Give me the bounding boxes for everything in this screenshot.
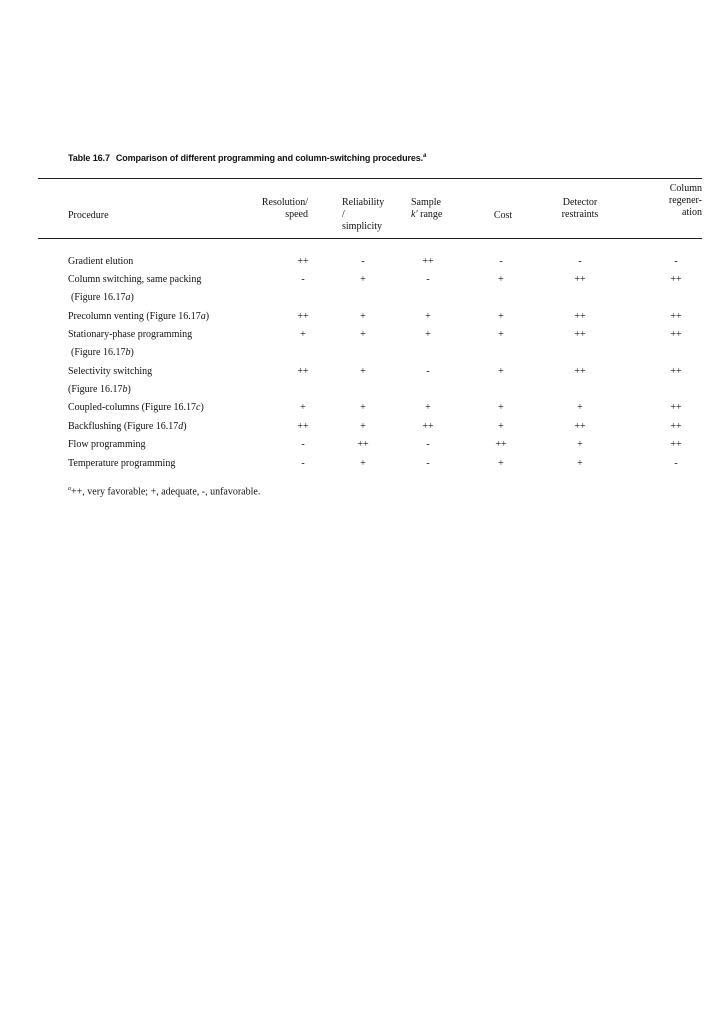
figure-letter: a bbox=[200, 311, 206, 322]
cost-cell: + bbox=[498, 421, 504, 432]
header-cost: Cost bbox=[493, 210, 513, 221]
resolution-cell: ++ bbox=[297, 311, 309, 322]
regeneration-cell: ++ bbox=[670, 274, 682, 285]
resolution-cell: + bbox=[300, 402, 306, 413]
cost-cell: + bbox=[498, 402, 504, 413]
figure-letter: b bbox=[125, 347, 131, 358]
procedure-label: Temperature programming bbox=[68, 458, 176, 469]
procedure-label: Flow programming bbox=[68, 439, 146, 450]
procedure-cell bbox=[68, 256, 133, 268]
cost-cell: + bbox=[498, 366, 504, 377]
cost-cell: + bbox=[498, 329, 504, 340]
resolution-cell: + bbox=[300, 329, 306, 340]
table-caption bbox=[68, 153, 426, 163]
table-title: Comparison of different programming and column-switching procedures. bbox=[115, 153, 424, 163]
regeneration-cell: ++ bbox=[670, 329, 682, 340]
k-prime-symbol: k′ bbox=[411, 209, 418, 220]
figure-letter: d bbox=[178, 421, 184, 432]
sample-cell: - bbox=[426, 458, 430, 469]
regeneration-cell: ++ bbox=[670, 439, 682, 450]
footnote-text: ++, very favorable; +, adequate, -, unfavorable. bbox=[71, 486, 261, 498]
procedure-continuation: (Figure 16.17a) bbox=[71, 292, 134, 303]
detector-cell: + bbox=[577, 439, 583, 450]
procedure-continuation: (Figure 16.17b) bbox=[68, 384, 131, 395]
detector-cell: + bbox=[577, 458, 583, 469]
procedure-cell bbox=[68, 274, 201, 304]
mid-rule bbox=[38, 238, 702, 239]
reliability-cell: + bbox=[360, 366, 366, 377]
sample-cell: + bbox=[425, 311, 431, 322]
header-sample: Sample k′ range bbox=[411, 197, 443, 220]
procedure-cell bbox=[68, 366, 152, 396]
detector-cell: ++ bbox=[574, 421, 586, 432]
cost-cell: + bbox=[498, 274, 504, 285]
header-detector: Detector restraints bbox=[561, 197, 599, 220]
procedure-label: Selectivity switching bbox=[68, 366, 153, 377]
resolution-cell: ++ bbox=[297, 366, 309, 377]
regeneration-cell: - bbox=[674, 256, 678, 267]
reliability-cell: - bbox=[361, 256, 365, 267]
detector-cell: ++ bbox=[574, 329, 586, 340]
header-procedure: Procedure bbox=[68, 210, 109, 221]
sample-cell: + bbox=[425, 402, 431, 413]
cost-cell: + bbox=[498, 458, 504, 469]
procedure-cell bbox=[68, 439, 146, 451]
sample-cell: - bbox=[426, 439, 430, 450]
header-resolution: Resolution/ speed bbox=[261, 197, 308, 220]
procedure-label: Column switching, same packing bbox=[68, 274, 202, 285]
figure-letter: a bbox=[125, 292, 131, 303]
cost-cell: - bbox=[499, 256, 503, 267]
regeneration-cell: ++ bbox=[670, 421, 682, 432]
figure-letter: b bbox=[122, 384, 128, 395]
procedure-label: Stationary-phase programming bbox=[68, 329, 193, 340]
regeneration-cell: ++ bbox=[670, 402, 682, 413]
reliability-cell: + bbox=[360, 274, 366, 285]
resolution-cell: - bbox=[301, 274, 305, 285]
reliability-cell: ++ bbox=[357, 439, 369, 450]
resolution-cell: - bbox=[301, 439, 305, 450]
reliability-cell: + bbox=[360, 402, 366, 413]
sample-cell: + bbox=[425, 329, 431, 340]
procedure-label: Precolumn venting (Figure 16.17a) bbox=[68, 311, 210, 322]
procedure-cell bbox=[68, 421, 187, 433]
regeneration-cell: ++ bbox=[670, 311, 682, 322]
detector-cell: - bbox=[578, 256, 582, 267]
title-footnote-marker: a bbox=[423, 153, 427, 159]
header-reliability: Reliability / simplicity bbox=[342, 197, 385, 232]
procedure-continuation: (Figure 16.17b) bbox=[71, 347, 134, 358]
detector-cell: ++ bbox=[574, 366, 586, 377]
sample-cell: ++ bbox=[422, 256, 434, 267]
resolution-cell: ++ bbox=[297, 256, 309, 267]
procedure-cell bbox=[68, 311, 209, 323]
reliability-cell: + bbox=[360, 421, 366, 432]
sample-cell: - bbox=[426, 274, 430, 285]
regeneration-cell: ++ bbox=[670, 366, 682, 377]
reliability-cell: + bbox=[360, 329, 366, 340]
table-footnote bbox=[68, 483, 260, 498]
procedure-cell bbox=[68, 458, 175, 470]
reliability-cell: + bbox=[360, 458, 366, 469]
reliability-cell: + bbox=[360, 311, 366, 322]
procedure-label: Coupled-columns (Figure 16.17c) bbox=[68, 402, 204, 413]
top-rule bbox=[38, 178, 702, 179]
resolution-cell: ++ bbox=[297, 421, 309, 432]
procedure-label: Gradient elution bbox=[68, 256, 134, 267]
procedure-label: Backflushing (Figure 16.17d) bbox=[68, 421, 187, 432]
sample-cell: ++ bbox=[422, 421, 434, 432]
table-number: Table 16.7 bbox=[68, 153, 110, 163]
resolution-cell: - bbox=[301, 458, 305, 469]
footnote-marker: a bbox=[68, 486, 71, 492]
procedure-cell bbox=[68, 402, 204, 414]
header-regeneration: Column regener- ation bbox=[668, 183, 702, 218]
procedure-cell bbox=[68, 329, 192, 359]
detector-cell: ++ bbox=[574, 311, 586, 322]
cost-cell: + bbox=[498, 311, 504, 322]
detector-cell: ++ bbox=[574, 274, 586, 285]
sample-cell: - bbox=[426, 366, 430, 377]
detector-cell: + bbox=[577, 402, 583, 413]
figure-letter: c bbox=[196, 402, 201, 413]
cost-cell: ++ bbox=[495, 439, 507, 450]
regeneration-cell: - bbox=[674, 458, 678, 469]
